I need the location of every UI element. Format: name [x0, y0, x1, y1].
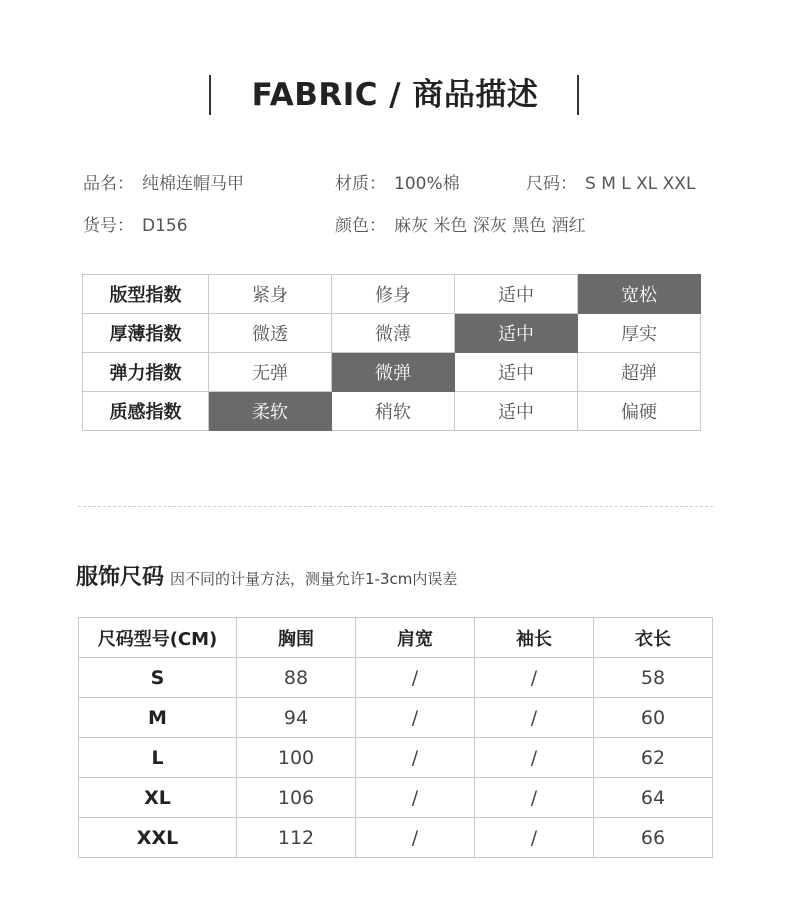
size-header-cell: 袖长: [475, 618, 594, 658]
size-value-cell: /: [356, 818, 475, 858]
fit-option: 适中: [455, 392, 578, 431]
size-row: [79, 658, 713, 698]
info-material: [335, 172, 460, 196]
info-size-value: S M L XL XXL: [585, 174, 696, 194]
size-value-cell: /: [356, 698, 475, 738]
fit-option-selected: 柔软: [209, 392, 332, 431]
fit-row: [83, 275, 701, 314]
fit-option: 超弹: [578, 353, 701, 392]
section-divider: [78, 506, 713, 507]
size-row: [79, 738, 713, 778]
info-code-label: 货号：: [83, 216, 134, 236]
size-chart-table: [78, 617, 713, 858]
fit-option: 适中: [455, 275, 578, 314]
fit-row: [83, 392, 701, 431]
size-value-cell: 88: [237, 658, 356, 698]
page-title: FABRIC / 商品描述: [251, 77, 539, 113]
info-color-label: 颜色：: [335, 216, 386, 236]
info-color-value: 麻灰 米色 深灰 黑色 酒红: [394, 216, 586, 236]
size-value-cell: /: [475, 698, 594, 738]
size-label-cell: L: [79, 738, 237, 778]
size-value-cell: /: [356, 658, 475, 698]
fit-option: 厚实: [578, 314, 701, 353]
info-material-label: 材质：: [335, 174, 386, 194]
size-value-cell: /: [475, 658, 594, 698]
size-header-cell: 衣长: [594, 618, 713, 658]
size-label-cell: S: [79, 658, 237, 698]
size-label-cell: XXL: [79, 818, 237, 858]
fit-row-label: 厚薄指数: [83, 314, 209, 353]
size-value-cell: 106: [237, 778, 356, 818]
size-row: [79, 818, 713, 858]
info-code: [83, 214, 188, 238]
size-value-cell: 64: [594, 778, 713, 818]
info-code-value: D156: [142, 216, 188, 236]
size-label-cell: M: [79, 698, 237, 738]
size-value-cell: 58: [594, 658, 713, 698]
size-value-cell: 94: [237, 698, 356, 738]
fit-option: 适中: [455, 353, 578, 392]
size-label-cell: XL: [79, 778, 237, 818]
fit-option: 偏硬: [578, 392, 701, 431]
fit-option: 稍软: [332, 392, 455, 431]
size-value-cell: /: [475, 738, 594, 778]
size-section-title: 服饰尺码: [76, 565, 165, 590]
size-header-cell: 肩宽: [356, 618, 475, 658]
fit-row-label: 质感指数: [83, 392, 209, 431]
info-name: [83, 172, 244, 196]
info-material-value: 100%棉: [394, 174, 460, 194]
size-value-cell: 62: [594, 738, 713, 778]
fit-option-selected: 宽松: [578, 275, 701, 314]
size-value-cell: 100: [237, 738, 356, 778]
size-header-cell: 尺码型号(CM): [79, 618, 237, 658]
info-name-value: 纯棉连帽马甲: [142, 174, 244, 194]
size-section-heading: [76, 563, 457, 594]
fit-row: [83, 314, 701, 353]
size-value-cell: 112: [237, 818, 356, 858]
fit-index-table: [82, 274, 701, 431]
size-value-cell: /: [475, 778, 594, 818]
size-value-cell: /: [356, 778, 475, 818]
fit-option: 修身: [332, 275, 455, 314]
fit-option-selected: 微弹: [332, 353, 455, 392]
size-value-cell: /: [475, 818, 594, 858]
fit-option: 微透: [209, 314, 332, 353]
size-section-note: 因不同的计量方法，测量允许1-3cm内误差: [170, 570, 458, 588]
header-right-bar: [577, 75, 579, 115]
info-name-label: 品名：: [83, 174, 134, 194]
size-value-cell: 66: [594, 818, 713, 858]
fit-row-label: 版型指数: [83, 275, 209, 314]
info-color: [335, 214, 586, 238]
fit-row-label: 弹力指数: [83, 353, 209, 392]
fit-option: 微薄: [332, 314, 455, 353]
size-value-cell: 60: [594, 698, 713, 738]
size-header-cell: 胸围: [237, 618, 356, 658]
fit-option-selected: 适中: [455, 314, 578, 353]
size-value-cell: /: [356, 738, 475, 778]
info-size: [526, 172, 695, 196]
fit-option: 无弹: [209, 353, 332, 392]
fit-option: 紧身: [209, 275, 332, 314]
size-row: [79, 698, 713, 738]
size-row: [79, 778, 713, 818]
fit-row: [83, 353, 701, 392]
info-size-label: 尺码：: [526, 174, 577, 194]
